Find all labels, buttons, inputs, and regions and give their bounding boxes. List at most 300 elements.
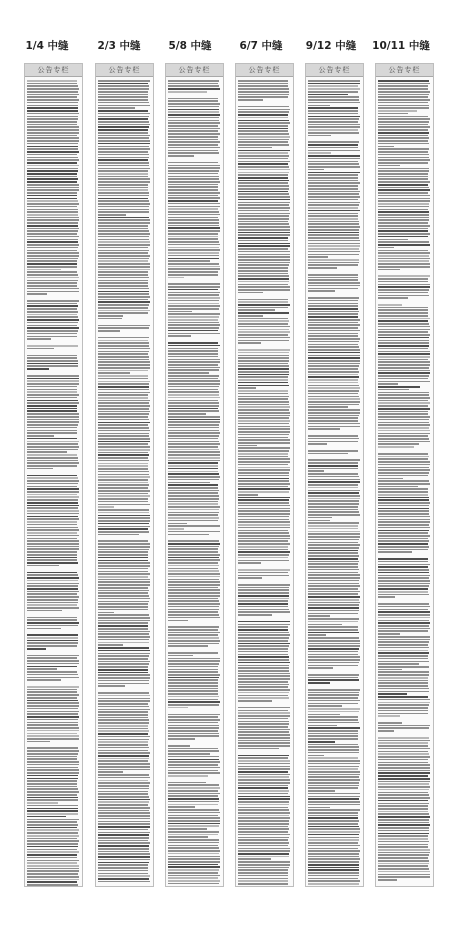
text-line (238, 445, 257, 447)
text-line (378, 214, 429, 216)
text-line (378, 715, 400, 717)
text-line (168, 484, 218, 486)
text-line (308, 333, 358, 335)
text-line (27, 640, 78, 642)
text-line (98, 534, 139, 536)
text-line (238, 267, 288, 269)
text-line (27, 460, 78, 462)
text-line (378, 707, 428, 709)
text-line (168, 886, 218, 887)
text-line (98, 325, 150, 327)
text-line (168, 603, 220, 605)
text-line (98, 361, 150, 363)
text-line (27, 303, 77, 305)
text-line (238, 712, 290, 714)
text-line (27, 468, 53, 470)
text-line (98, 181, 150, 183)
text-line (378, 217, 429, 219)
text-line (378, 225, 430, 227)
text-line (238, 557, 288, 559)
column-strip-1 (24, 63, 83, 887)
text-line (238, 406, 290, 408)
text-line (168, 200, 218, 202)
text-line (378, 91, 430, 93)
text-line (378, 844, 428, 846)
text-line (27, 363, 78, 365)
text-line (98, 400, 150, 402)
text-line (238, 521, 290, 523)
text-line (238, 420, 290, 422)
text-line (238, 502, 289, 504)
text-line (308, 820, 359, 822)
text-line (27, 625, 78, 627)
text-line (238, 472, 289, 474)
text-line (27, 617, 77, 619)
text-line (378, 857, 428, 859)
text-line (238, 315, 263, 317)
text-line (98, 487, 148, 489)
text-line (98, 859, 150, 861)
text-line (308, 662, 359, 664)
text-line (27, 535, 79, 537)
text-line (27, 808, 78, 810)
text-line (168, 487, 218, 489)
text-line (308, 787, 358, 789)
text-line (238, 307, 288, 309)
text-line (98, 132, 148, 134)
text-line (378, 663, 419, 665)
text-line (27, 797, 78, 799)
text-line (308, 132, 359, 134)
text-line (98, 370, 148, 372)
text-line (378, 816, 430, 818)
text-line (27, 280, 78, 282)
text-line (378, 778, 430, 780)
text-line (308, 256, 328, 258)
text-line (308, 213, 358, 215)
text-line (27, 851, 79, 853)
text-line (27, 148, 78, 150)
text-line (238, 213, 290, 215)
text-line (378, 813, 429, 815)
text-line (238, 180, 289, 182)
text-line (98, 135, 150, 137)
text-line (168, 498, 219, 500)
text-line (98, 685, 125, 687)
text-line (378, 682, 428, 684)
text-line (308, 435, 358, 437)
text-line (98, 351, 149, 353)
text-line (27, 778, 78, 780)
text-line (238, 697, 289, 699)
text-line (98, 392, 150, 394)
text-line (378, 614, 430, 616)
text-line (308, 267, 337, 269)
text-line (308, 91, 358, 93)
text-line (238, 878, 288, 880)
text-line (378, 334, 430, 336)
text-line (98, 495, 150, 497)
text-line (308, 580, 359, 582)
text-line (168, 495, 219, 497)
text-line (308, 113, 358, 115)
text-line (378, 751, 428, 753)
text-line (378, 353, 430, 355)
text-line (168, 770, 218, 772)
text-line (98, 780, 148, 782)
text-line (238, 426, 290, 428)
text-line (168, 753, 210, 755)
text-line (27, 802, 58, 804)
text-line (27, 402, 79, 404)
text-line (238, 172, 289, 174)
text-line (238, 371, 289, 373)
text-line (168, 227, 220, 229)
text-line (27, 305, 78, 307)
text-line (27, 457, 78, 459)
text-line (308, 697, 358, 699)
text-area (238, 80, 291, 887)
text-line (238, 139, 289, 141)
text-line (98, 760, 148, 762)
text-line (27, 538, 77, 540)
text-line (378, 375, 429, 377)
text-line (98, 443, 148, 445)
text-line (168, 416, 220, 418)
text-line (168, 626, 219, 628)
text-line (308, 158, 360, 160)
text-line (238, 398, 288, 400)
text-line (168, 856, 220, 858)
text-line (27, 705, 79, 707)
text-line (378, 113, 408, 115)
text-line (308, 807, 330, 809)
text-line (308, 327, 358, 329)
text-line (238, 442, 290, 444)
text-line (168, 501, 218, 503)
text-line (238, 560, 289, 562)
text-line (27, 689, 77, 691)
text-line (308, 626, 358, 628)
text-line (98, 788, 149, 790)
text-line (27, 137, 79, 139)
text-line (378, 742, 428, 744)
text-line (378, 620, 429, 622)
text-line (378, 135, 428, 137)
text-line (308, 872, 359, 874)
text-line (308, 588, 358, 590)
text-line (168, 419, 220, 421)
text-line (168, 206, 220, 208)
text-line (378, 348, 428, 350)
text-line (308, 842, 358, 844)
text-line (378, 361, 430, 363)
text-line (238, 872, 288, 874)
text-line (168, 699, 218, 701)
text-line (378, 151, 428, 153)
text-line (168, 812, 220, 814)
text-line (98, 416, 148, 418)
text-line (98, 124, 150, 126)
text-line (27, 557, 77, 559)
text-line (27, 230, 78, 232)
text-line (168, 443, 220, 445)
text-line (98, 110, 148, 112)
text-line (378, 644, 428, 646)
text-line (308, 714, 340, 716)
text-line (27, 702, 79, 704)
text-line (238, 614, 272, 616)
text-line (98, 845, 149, 847)
text-line (98, 791, 148, 793)
text-line (238, 809, 289, 811)
text-line (238, 309, 275, 311)
text-line (168, 203, 220, 205)
text-line (27, 513, 79, 515)
text-line (308, 779, 360, 781)
text-line (238, 431, 290, 433)
text-line (238, 837, 289, 839)
text-line (168, 784, 219, 786)
text-line (308, 722, 359, 724)
text-line (238, 654, 288, 656)
text-line (27, 178, 78, 180)
text-line (308, 858, 360, 860)
text-line (27, 727, 79, 729)
text-line (168, 383, 220, 385)
text-line (98, 247, 148, 249)
text-line (238, 793, 288, 795)
text-line (27, 222, 78, 224)
text-line (238, 292, 263, 294)
text-line (378, 762, 428, 764)
text-line (238, 147, 272, 149)
text-line (238, 401, 289, 403)
text-line (27, 228, 79, 230)
text-line (168, 520, 218, 522)
text-line (308, 316, 358, 318)
text-line (98, 457, 148, 459)
text-line (98, 725, 148, 727)
text-line (238, 632, 289, 634)
text-line (27, 674, 78, 676)
text-line (378, 427, 429, 429)
text-line (98, 214, 126, 216)
text-line (378, 110, 417, 112)
text-line (378, 438, 429, 440)
text-line (27, 336, 77, 338)
text-line (98, 526, 150, 528)
text-line (308, 563, 358, 565)
text-line (27, 491, 79, 493)
text-line (238, 404, 289, 406)
text-line (168, 378, 218, 380)
text-line (378, 666, 429, 668)
text-line (98, 222, 150, 224)
text-line (27, 747, 78, 749)
text-line (308, 300, 358, 302)
text-line (308, 867, 359, 869)
text-line (378, 577, 429, 579)
text-line (308, 481, 360, 483)
text-line (308, 883, 359, 885)
text-line (308, 390, 359, 392)
text-line (98, 318, 122, 320)
text-line (27, 679, 61, 681)
text-line (168, 333, 220, 335)
text-line (27, 507, 78, 509)
text-line (238, 681, 288, 683)
text-line (27, 554, 77, 556)
text-line (308, 96, 359, 98)
text-line (27, 316, 78, 318)
text-line (168, 761, 220, 763)
text-line (98, 543, 150, 545)
text-line (238, 133, 289, 135)
text-line (378, 378, 428, 380)
text-line (308, 520, 330, 522)
text-line (238, 226, 290, 228)
text-line (27, 181, 77, 183)
text-line (378, 83, 430, 85)
text-line (308, 254, 359, 256)
text-line (168, 581, 220, 583)
text-line (378, 699, 430, 701)
text-line (238, 637, 289, 639)
text-line (27, 735, 79, 737)
text-line (168, 617, 220, 619)
text-line (98, 372, 130, 374)
text-line (98, 307, 148, 309)
text-line (27, 397, 77, 399)
text-line (98, 826, 150, 828)
text-line (238, 689, 290, 691)
text-line (308, 886, 359, 887)
text-line (308, 274, 358, 276)
text-line (98, 441, 150, 443)
text-line (168, 372, 209, 374)
text-line (98, 837, 149, 839)
text-line (168, 804, 218, 806)
text-line (98, 669, 148, 671)
text-line (27, 325, 77, 327)
text-line (168, 471, 218, 473)
text-line (238, 804, 289, 806)
text-line (308, 85, 358, 87)
text-line (98, 709, 150, 711)
text-line (378, 260, 429, 262)
text-line (238, 284, 288, 286)
text-line (378, 467, 429, 469)
text-line (378, 491, 428, 493)
text-line (308, 645, 360, 647)
text-line (27, 187, 79, 189)
text-line (168, 268, 220, 270)
text-line (238, 886, 289, 887)
text-line (378, 85, 428, 87)
text-line (238, 651, 288, 653)
text-line (378, 441, 430, 443)
text-line (238, 856, 289, 858)
text-line (27, 322, 78, 324)
text-line (168, 367, 220, 369)
text-line (238, 428, 290, 430)
text-line (238, 385, 289, 387)
text-line (168, 540, 219, 542)
text-line (308, 129, 358, 131)
text-line (27, 271, 77, 273)
text-line (378, 297, 408, 299)
text-line (378, 304, 402, 306)
text-line (308, 708, 360, 710)
text-line (168, 815, 218, 817)
text-line (27, 269, 61, 271)
text-line (378, 803, 429, 805)
text-line (168, 345, 220, 347)
text-line (308, 555, 359, 557)
text-line (27, 170, 78, 172)
text-line (98, 758, 149, 760)
text-line (27, 713, 78, 715)
text-line (27, 663, 79, 665)
text-line (378, 566, 428, 568)
text-line (98, 842, 150, 844)
text-line (238, 363, 288, 365)
text-line (98, 383, 149, 385)
text-line (168, 609, 219, 611)
text-line (238, 464, 288, 466)
text-line (238, 85, 288, 87)
text-line (168, 283, 220, 285)
text-line (168, 568, 218, 570)
text-line (378, 745, 428, 747)
text-line (308, 782, 359, 784)
text-line (378, 351, 430, 353)
text-line (168, 446, 218, 448)
text-line (98, 793, 148, 795)
text-line (98, 244, 150, 246)
text-line (308, 185, 358, 187)
text-line (98, 454, 149, 456)
text-line (308, 498, 360, 500)
text-line (378, 524, 429, 526)
text-line (98, 766, 150, 768)
text-line (378, 102, 428, 104)
text-line (27, 189, 79, 191)
text-line (168, 211, 219, 213)
text-line (168, 679, 218, 681)
text-line (98, 121, 149, 123)
text-line (378, 603, 429, 605)
text-line (98, 785, 149, 787)
text-line (98, 601, 149, 603)
text-line (27, 214, 78, 216)
text-line (308, 634, 326, 636)
text-line (27, 488, 79, 490)
text-line (378, 252, 430, 254)
text-line (98, 812, 150, 814)
text-line (238, 281, 289, 283)
text-line (308, 279, 358, 281)
text-line (308, 682, 330, 684)
text-line (378, 184, 428, 186)
text-line (98, 540, 148, 542)
text-line (308, 264, 358, 266)
text-line (308, 426, 360, 428)
text-line (168, 634, 218, 636)
text-line (378, 320, 428, 322)
text-line (27, 419, 79, 421)
